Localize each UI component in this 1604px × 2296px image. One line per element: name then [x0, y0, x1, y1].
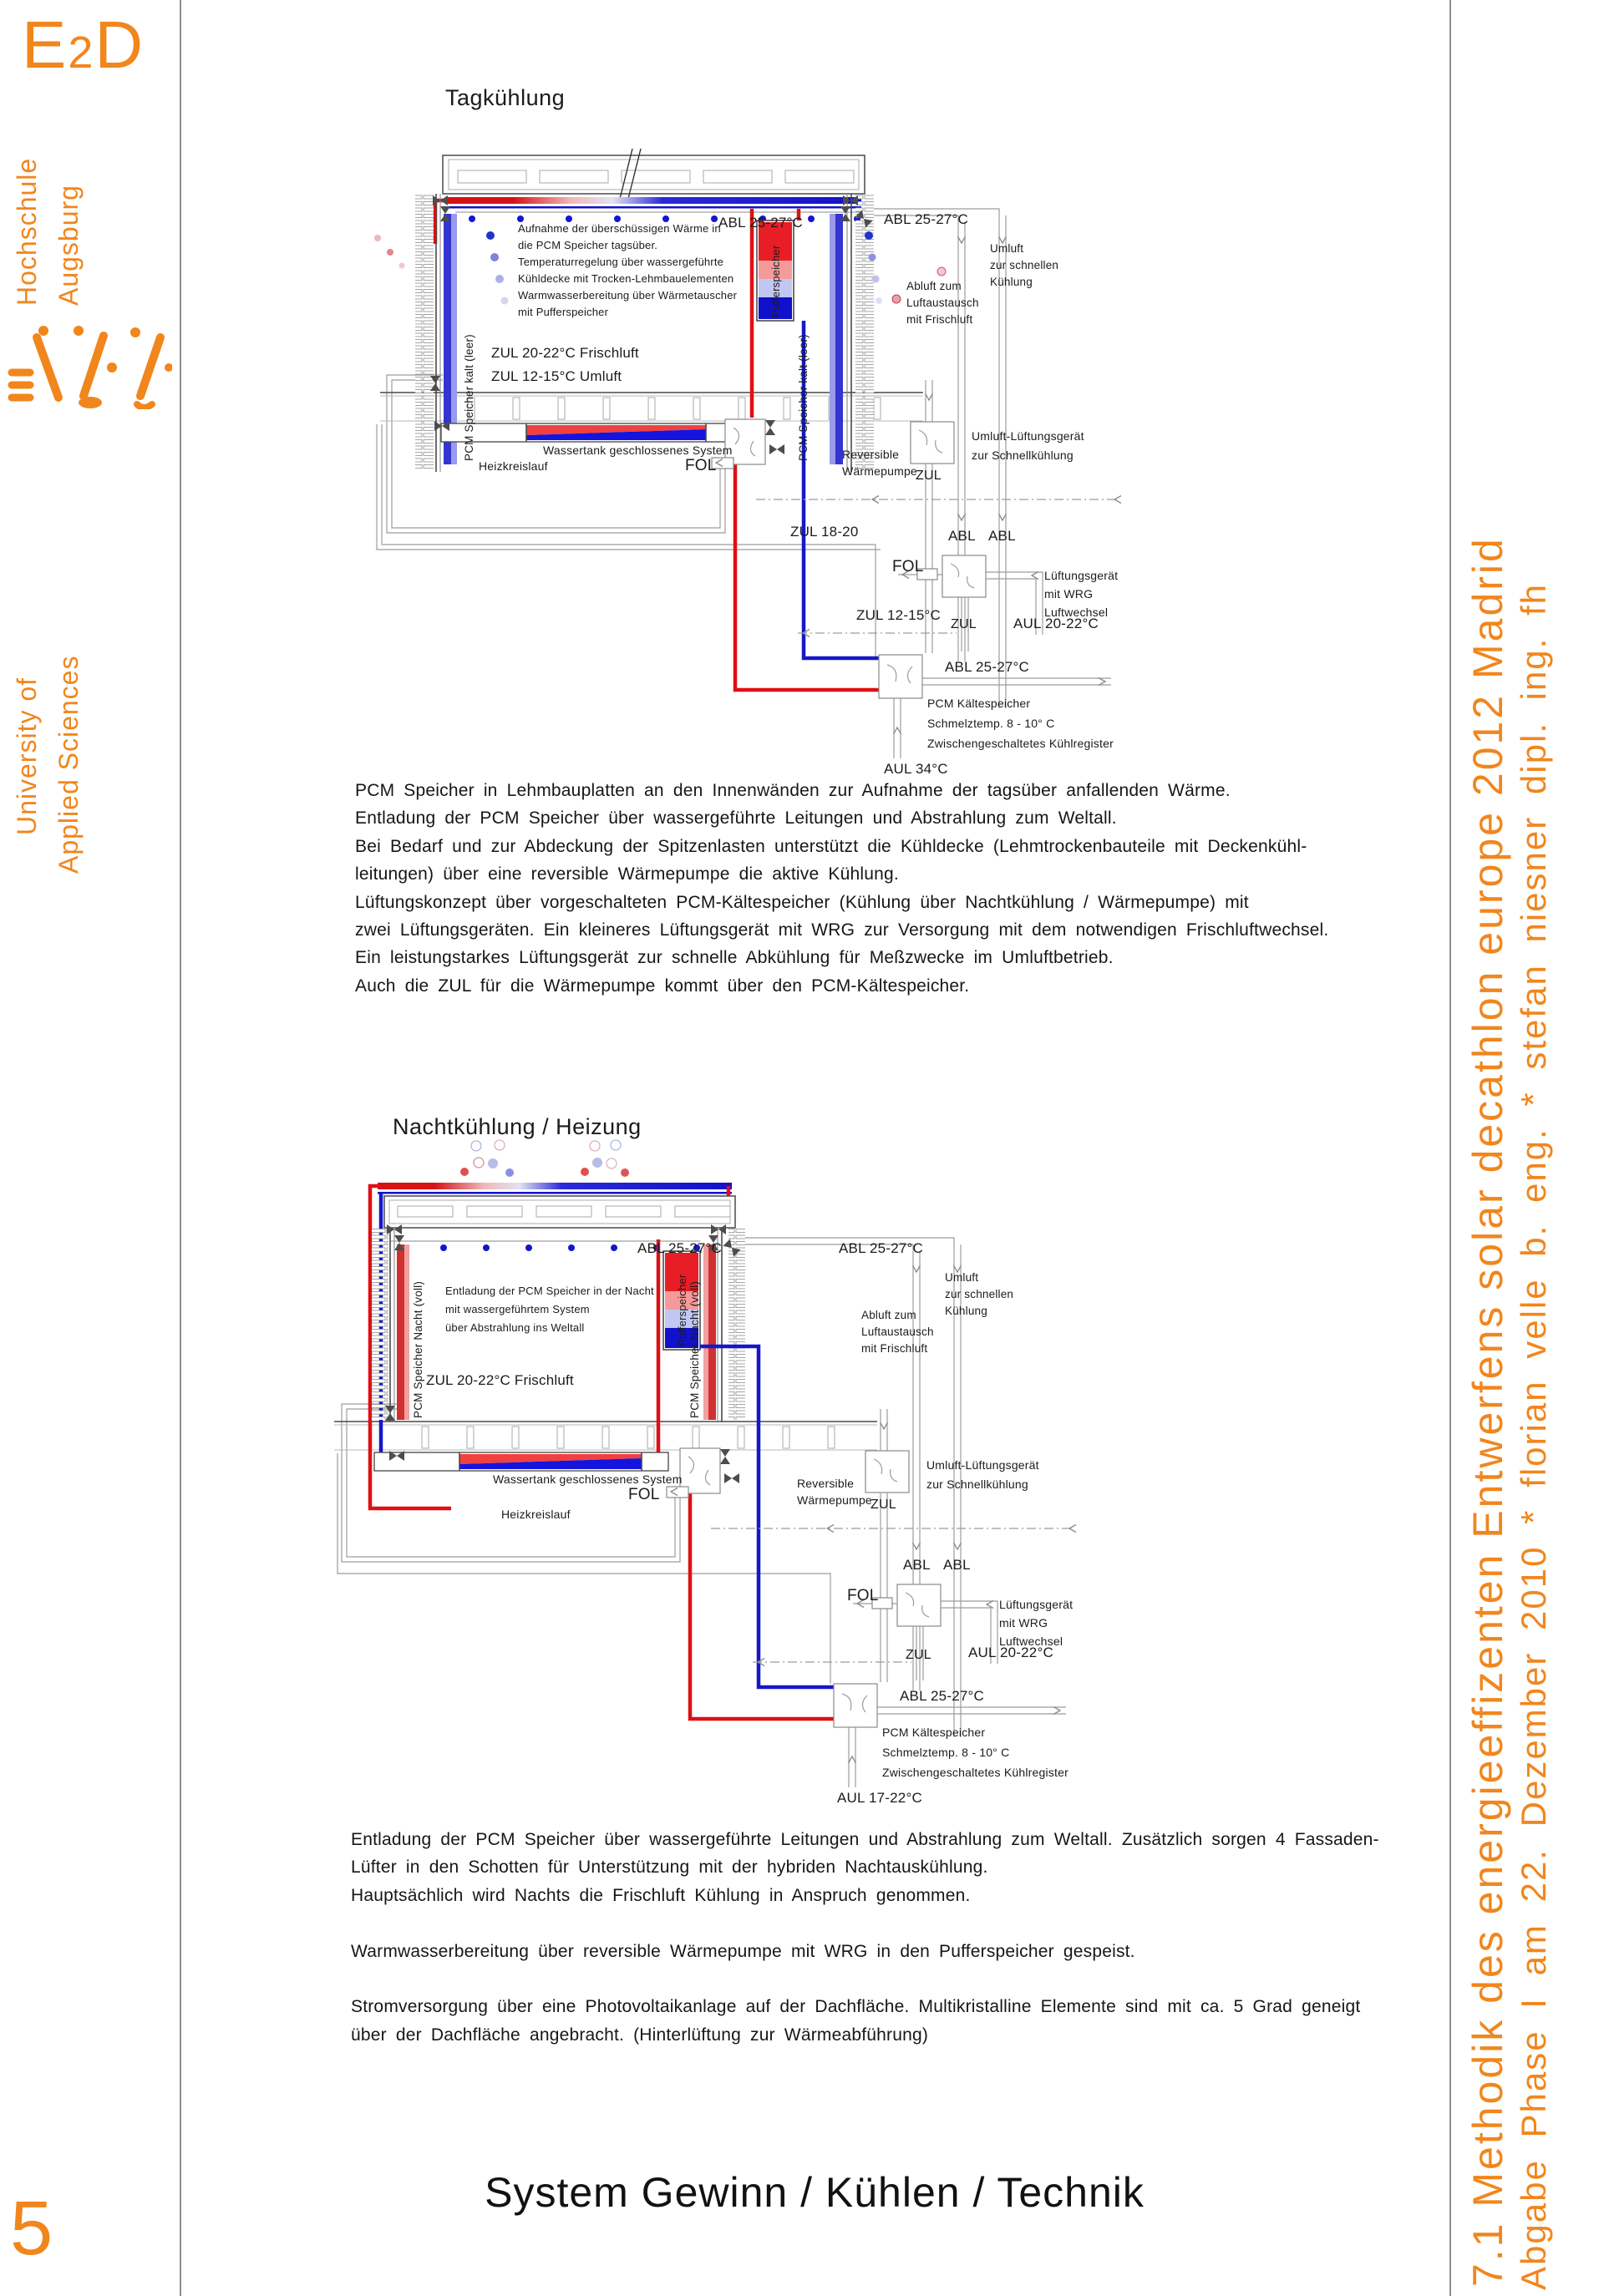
svg-text:Umluft-Lüftungsgerät: Umluft-Lüftungsgerät [972, 429, 1084, 443]
label-lueftungsgeraet [1044, 569, 1118, 619]
university-name-line2: Applied Sciences [53, 655, 84, 874]
heating-loop-lines [338, 1404, 830, 1684]
label-zul-umluft: ZUL 12-15°C Umluft [491, 368, 622, 384]
label-heizkreislauf: Heizkreislauf [479, 459, 548, 473]
svg-text:Warmwasserbereitung über Wärme: Warmwasserbereitung über Wärmetauscher [518, 289, 738, 302]
label-pcm-kaeltespeicher [882, 1726, 1068, 1779]
svg-text:Zwischengeschaltetes Kühlregis: Zwischengeschaltetes Kühlregister [927, 737, 1114, 750]
middle-text-block: PCM Speicher in Lehmbauplatten an den Innenwänden zur Aufnahme der tagsüber anfallenden Wärme. Entladung der PCM Speicher über wassergeführte Leitungen und Abstrahlung zum Weltall. Bei Bedarf und zur Abdeckung der Spitzenlasten unterstützt die Kühldecke (Lehmtrockenbauteile mit Deckenkühl- leitungen) über eine reversible Wärmepumpe die aktive Kühlung. Lüftungskonzept über vorgeschalteten PCM-Kältespeicher (Kühlung über Nachtkühlung / Wärmepumpe) mit zwei Lüftungsgeräten. Ein kleineres Lüftungsgerät mit WRG zur Versorgung mit dem notwendigen Frischluftwechsel. Ein leistungstarkes Lüftungsgerät zur schnelle Abkühlung für Meßzwecke im Umluftbetrieb. Auch die ZUL für die Wärmepumpe kommt über den PCM-Kältespeicher. [355, 781, 1329, 996]
label-pcm-wall-left: PCM Speicher Nacht (voll) [412, 1280, 424, 1418]
junction-box [879, 655, 922, 698]
junction-box [834, 1684, 877, 1727]
svg-text:Umluft-Lüftungsgerät: Umluft-Lüftungsgerät [926, 1458, 1039, 1472]
label-pufferspeicher: Pufferspeicher [769, 245, 782, 317]
svg-text:Luftaustausch: Luftaustausch [906, 297, 979, 309]
svg-text:Kühlung: Kühlung [990, 276, 1033, 288]
label-zul-small-1: ZUL [871, 1498, 896, 1512]
label-aul-20-22: AUL 20-22°C [1013, 616, 1099, 631]
floor-joists [468, 398, 881, 419]
svg-text:die PCM Speicher tagsüber.: die PCM Speicher tagsüber. [518, 239, 658, 251]
diagram1-heading: Tagkühlung [445, 85, 566, 110]
divider-left [180, 0, 181, 2296]
svg-text:über Abstrahlung ins Weltall: über Abstrahlung ins Weltall [445, 1321, 585, 1334]
wall-left [372, 1228, 409, 1422]
label-abl-bottom: ABL 25-27°C [900, 1688, 984, 1704]
e2d-logo: E2D [22, 8, 145, 82]
label-lueftungsgeraet [999, 1598, 1073, 1648]
svg-text:Umluft: Umluft [945, 1271, 979, 1284]
roof-pipe-band [378, 1183, 732, 1194]
label-reversible-2: Wärmepumpe [797, 1493, 872, 1507]
svg-text:Temperaturregelung über wasser: Temperaturregelung über wassergeführte [518, 256, 724, 268]
night-radiation-bubbles [460, 1140, 629, 1177]
svg-text:Aufnahme der überschüssigen Wä: Aufnahme der überschüssigen Wärme in [518, 222, 721, 235]
label-zul-frischluft: ZUL 20-22°C Frischluft [491, 345, 639, 361]
svg-text:PCM Kältespeicher: PCM Kältespeicher [882, 1726, 986, 1739]
label-zul-12-15: ZUL 12-15°C [856, 607, 941, 623]
label-zul-18-20: ZUL 18-20 [790, 524, 859, 540]
svg-text:zur schnellen: zur schnellen [945, 1288, 1014, 1300]
bottom-text-block: Entladung der PCM Speicher über wassergeführte Leitungen und Abstrahlung zum Weltall. Zusätzlich sorgen 4 Fassaden- Lüfter in den Schotten für Unterstützung mit der hybriden Nachtauskühlung. Hauptsächlich wird Nachts die Frischluft Kühlung in Anspruch genommen. Warmwasserbereitung über reversible Wärmepumpe mit WRG in den Pufferspeicher gespeist. Stromversorgung über eine Photovoltaikanlage auf der Dachfläche. Multikristalline Elemente sind mit ca. 5 Grad geneigt über der Dachfläche angebracht. (Hinterlüftung zur Wärmeabführung) [351, 1830, 1379, 2045]
svg-text:mit Frischluft: mit Frischluft [906, 313, 973, 326]
label-zul-small-2: ZUL [906, 1648, 931, 1662]
hsa-logo-mark [5, 326, 172, 409]
svg-text:mit WRG: mit WRG [1044, 587, 1094, 601]
label-abl-a: ABL [948, 528, 976, 544]
label-umluft-schnell [990, 242, 1058, 288]
label-abl-top-inner: ABL 25-27°C [718, 215, 803, 231]
label-reversible-1: Reversible [797, 1477, 855, 1490]
svg-text:Luftwechsel: Luftwechsel [1044, 606, 1109, 619]
label-reversible-2: Wärmepumpe [842, 464, 917, 478]
label-abluft [906, 280, 979, 326]
label-pcm-wall-left: PCM Speicher kalt (leer) [463, 334, 475, 461]
pv-panels [398, 1206, 730, 1217]
svg-text:Lüftungsgerät: Lüftungsgerät [1044, 569, 1119, 582]
label-fol-1: FOL [628, 1486, 660, 1503]
label-fol-2: FOL [847, 1587, 879, 1604]
label-fol-2: FOL [892, 558, 924, 575]
svg-text:Lüftungsgerät: Lüftungsgerät [999, 1598, 1074, 1611]
label-abl-top-outer: ABL 25-27°C [884, 211, 968, 227]
fol-unit-box [897, 1584, 941, 1626]
label-abl-bottom: ABL 25-27°C [945, 659, 1029, 675]
umluft-unit-box [865, 1451, 909, 1493]
sidebar-right-credits: Abgabe Phase I am 22. Dezember 2010 * florian velle b. eng. * stefan niesner dipl. ing. fh [1514, 582, 1553, 2290]
label-zul-frischluft: ZUL 20-22°C Frischluft [426, 1372, 574, 1388]
svg-text:mit Frischluft: mit Frischluft [861, 1342, 928, 1355]
sidebar-right-title: 7.1 Methodik des energieeffizenten Entwerfens solar decathlon europe 2012 Madrid [1464, 536, 1511, 2287]
footer-title: System Gewinn / Kühlen / Technik [485, 2169, 1145, 2216]
nachtkuehlung-diagram [330, 1086, 1128, 1821]
label-umluft-schnell [945, 1271, 1013, 1317]
svg-text:zur Schnellkühlung: zur Schnellkühlung [972, 449, 1074, 462]
label-heizkreislauf: Heizkreislauf [501, 1508, 571, 1521]
umluft-unit-box [911, 422, 954, 464]
institution-name-line2: Augsburg [53, 185, 84, 306]
label-aul-20-22: AUL 20-22°C [968, 1645, 1053, 1660]
label-abl-a: ABL [903, 1557, 931, 1573]
pipe-red-main [690, 1493, 834, 1719]
svg-text:Schmelztemp. 8 - 10° C: Schmelztemp. 8 - 10° C [882, 1746, 1010, 1759]
divider-right [1449, 0, 1451, 2296]
label-zul-small-1: ZUL [916, 469, 942, 483]
room-note [518, 222, 738, 318]
wassertank [441, 423, 735, 442]
pipe-blue-main [700, 1346, 834, 1687]
label-umluft-geraet [926, 1458, 1039, 1491]
label-reversible-1: Reversible [842, 448, 900, 461]
svg-text:Luftwechsel: Luftwechsel [999, 1635, 1063, 1648]
svg-text:mit Pufferspeicher: mit Pufferspeicher [518, 306, 609, 318]
pipe-red-main [735, 464, 879, 690]
label-aul-bottom: AUL 34°C [884, 761, 948, 777]
room-note [445, 1285, 654, 1334]
svg-text:mit wassergeführtem System: mit wassergeführtem System [445, 1303, 590, 1315]
label-wassertank: Wassertank geschlossenes System [543, 443, 733, 457]
svg-text:Schmelztemp. 8 - 10° C: Schmelztemp. 8 - 10° C [927, 717, 1055, 730]
svg-text:Umluft: Umluft [990, 242, 1024, 255]
label-zul-small-2: ZUL [951, 617, 977, 631]
label-pufferspeicher: Pufferspeicher [676, 1274, 688, 1346]
floor [334, 1422, 877, 1450]
institution-name-line1: Hochschule [12, 157, 42, 306]
svg-text:PCM Kältespeicher: PCM Kältespeicher [927, 697, 1031, 710]
fol-unit-box [942, 555, 986, 597]
label-umluft-geraet [972, 429, 1084, 462]
tagkuehlung-diagram [355, 134, 1128, 793]
roof [443, 149, 865, 202]
svg-text:Zwischengeschaltetes Kühlregis: Zwischengeschaltetes Kühlregister [882, 1766, 1068, 1779]
svg-text:mit WRG: mit WRG [999, 1616, 1048, 1630]
label-pcm-wall-right: PCM Speicher Nacht (voll) [688, 1280, 701, 1418]
label-aul-bottom: AUL 17-22°C [837, 1790, 922, 1806]
svg-text:zur Schnellkühlung: zur Schnellkühlung [926, 1477, 1028, 1491]
diagram2-heading: Nachtkühlung / Heizung [393, 1114, 642, 1139]
page-number: 5 [10, 2186, 53, 2271]
floor-joists [422, 1427, 835, 1448]
svg-text:Abluft zum: Abluft zum [861, 1309, 916, 1321]
label-pcm-wall-right: PCM Speicher kalt (leer) [797, 334, 810, 461]
label-abl-top-outer: ABL 25-27°C [839, 1240, 923, 1256]
label-pcm-kaeltespeicher [927, 697, 1114, 750]
svg-text:Kühlung: Kühlung [945, 1305, 987, 1317]
label-abl-top-inner: ABL 25-27°C [637, 1240, 722, 1256]
svg-text:Kühldecke mit Trocken-Lehmbaue: Kühldecke mit Trocken-Lehmbauelementen [518, 272, 734, 285]
svg-text:Abluft zum: Abluft zum [906, 280, 962, 292]
label-abl-b: ABL [988, 528, 1016, 544]
label-abluft [861, 1309, 934, 1355]
label-wassertank: Wassertank geschlossenes System [493, 1472, 683, 1486]
svg-text:zur schnellen: zur schnellen [990, 259, 1059, 271]
svg-text:Luftaustausch: Luftaustausch [861, 1325, 934, 1338]
pufferspeicher-tank [752, 209, 799, 418]
label-fol-1: FOL [685, 457, 717, 474]
pv-panels [458, 170, 854, 183]
roof [384, 1196, 735, 1228]
label-abl-b: ABL [943, 1557, 971, 1573]
wassertank [374, 1452, 668, 1471]
wall-right [703, 1228, 745, 1422]
svg-text:Entladung der PCM Speicher in: Entladung der PCM Speicher in der Nacht [445, 1285, 654, 1297]
university-name-line1: University of [12, 677, 42, 835]
